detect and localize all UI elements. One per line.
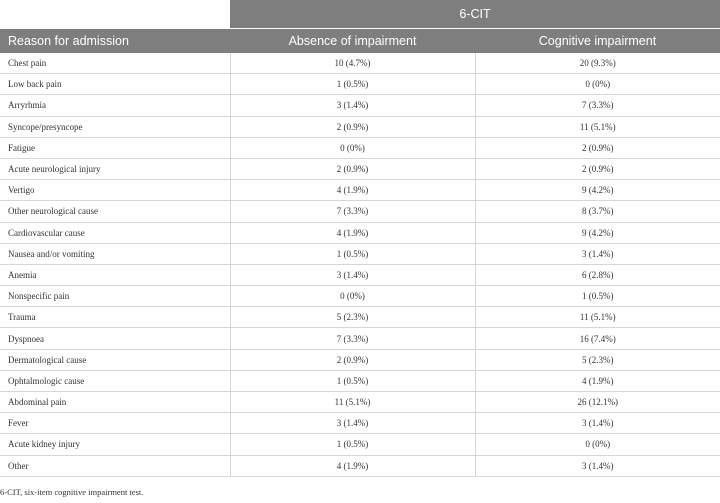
table-row [0,222,720,243]
table-row [0,328,720,349]
absence-count-cell: 2 (0.9%) [230,116,475,137]
reason-cell: Acute neurological injury [0,158,230,179]
table-row [0,158,720,179]
reason-cell: Trauma [0,307,230,328]
reason-cell: Vertigo [0,180,230,201]
absence-count-cell: 4 (1.9%) [230,222,475,243]
reason-cell: Arryrhmia [0,95,230,116]
absence-count-cell: 7 (3.3%) [230,328,475,349]
header-group-row [0,0,720,29]
absence-count-cell: 1 (0.5%) [230,370,475,391]
reason-cell: Fatigue [0,137,230,158]
reason-cell: Ophtalmologic cause [0,370,230,391]
reason-cell: Acute kidney injury [0,434,230,455]
reason-cell: Other [0,455,230,476]
cognitive-count-cell: 3 (1.4%) [475,243,720,264]
table-row [0,201,720,222]
reason-cell: Other neurological cause [0,201,230,222]
column-header-cognitive: Cognitive impairment [475,29,720,54]
reason-cell: Abdominal pain [0,392,230,413]
cognitive-count-cell: 11 (5.1%) [475,307,720,328]
cognitive-count-cell: 11 (5.1%) [475,116,720,137]
cognitive-count-cell: 6 (2.8%) [475,264,720,285]
absence-count-cell: 2 (0.9%) [230,158,475,179]
header-column-row [0,29,720,54]
column-header-reason: Reason for admission [0,29,230,54]
absence-count-cell: 1 (0.5%) [230,434,475,455]
cognitive-count-cell: 16 (7.4%) [475,328,720,349]
absence-count-cell: 2 (0.9%) [230,349,475,370]
cognitive-count-cell: 5 (2.3%) [475,349,720,370]
reason-cell: Nausea and/or vomiting [0,243,230,264]
reason-cell: Dyspnoea [0,328,230,349]
cognitive-count-cell: 2 (0.9%) [475,158,720,179]
reason-cell: Anemia [0,264,230,285]
cognitive-count-cell: 8 (3.7%) [475,201,720,222]
reason-cell: Nonspecific pain [0,286,230,307]
absence-count-cell: 0 (0%) [230,286,475,307]
table-row [0,74,720,95]
table-header [0,0,720,53]
absence-count-cell: 10 (4.7%) [230,53,475,74]
absence-count-cell: 3 (1.4%) [230,264,475,285]
table-row [0,137,720,158]
table-row [0,307,720,328]
table-row [0,286,720,307]
absence-count-cell: 0 (0%) [230,137,475,158]
cognitive-count-cell: 1 (0.5%) [475,286,720,307]
table-row [0,392,720,413]
cognitive-count-cell: 3 (1.4%) [475,455,720,476]
absence-count-cell: 11 (5.1%) [230,392,475,413]
absence-count-cell: 4 (1.9%) [230,180,475,201]
table-row [0,180,720,201]
absence-count-cell: 5 (2.3%) [230,307,475,328]
absence-count-cell: 3 (1.4%) [230,413,475,434]
table-row [0,455,720,476]
absence-count-cell: 1 (0.5%) [230,74,475,95]
cognitive-count-cell: 9 (4.2%) [475,180,720,201]
cognitive-count-cell: 26 (12.1%) [475,392,720,413]
cognitive-count-cell: 20 (9.3%) [475,53,720,74]
cognitive-count-cell: 9 (4.2%) [475,222,720,243]
absence-count-cell: 1 (0.5%) [230,243,475,264]
cognitive-count-cell: 0 (0%) [475,74,720,95]
table-row [0,264,720,285]
reason-cell: Fever [0,413,230,434]
group-header-6cit: 6-CIT [230,0,720,29]
reason-cell: Chest pain [0,53,230,74]
table-row [0,413,720,434]
reason-cell: Syncope/presyncope [0,116,230,137]
header-blank-cell [0,0,230,29]
absence-count-cell: 7 (3.3%) [230,201,475,222]
table-row [0,243,720,264]
table-body [0,53,720,476]
table-row [0,434,720,455]
cognitive-count-cell: 4 (1.9%) [475,370,720,391]
reason-cell: Low back pain [0,74,230,95]
reason-cell: Dermatological cause [0,349,230,370]
cognitive-count-cell: 3 (1.4%) [475,413,720,434]
absence-count-cell: 4 (1.9%) [230,455,475,476]
cognitive-count-cell: 2 (0.9%) [475,137,720,158]
table-row [0,53,720,74]
absence-count-cell: 3 (1.4%) [230,95,475,116]
cognitive-count-cell: 0 (0%) [475,434,720,455]
table-row [0,116,720,137]
column-header-absence: Absence of impairment [230,29,475,54]
table-footnote: 6-CIT, six-item cognitive impairment test. [0,487,144,497]
cognitive-count-cell: 7 (3.3%) [475,95,720,116]
reason-cell: Cardiovascular cause [0,222,230,243]
table-row [0,95,720,116]
table-row [0,349,720,370]
table-row [0,370,720,391]
